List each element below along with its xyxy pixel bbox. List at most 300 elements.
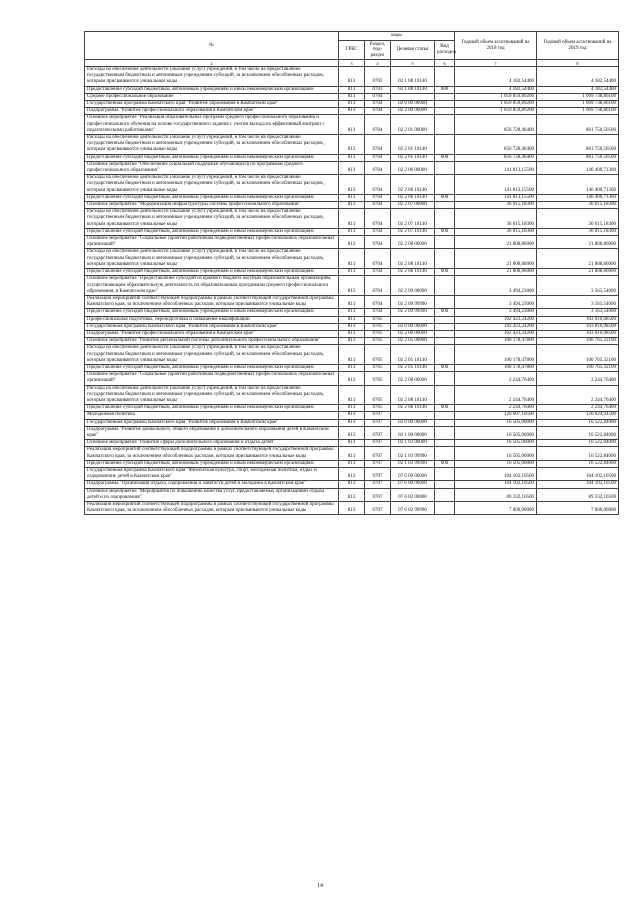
row-vid: [435, 202, 455, 209]
row-grbs: 813: [339, 460, 365, 467]
row-grbs: 813: [339, 101, 365, 108]
row-grbs: 813: [339, 372, 365, 385]
row-target: 02 2 05 00000: [391, 338, 435, 345]
budget-table: [84, 31, 619, 515]
row-2018: 2 244,76400: [455, 385, 537, 405]
table-row: [85, 249, 619, 269]
row-2019: 861 750,50500: [537, 135, 619, 155]
row-name: Реализация мероприятий соответствующей подпрограммы в рамках соответствующей государственной программы Камчатского края, за исключением обособленных расходов, которым присваиваются уникальные коды: [85, 502, 339, 515]
row-name: Государственная программа Камчатского края "Развитие образования в Камчатском крае": [85, 419, 339, 426]
row-target: 02 1 08 10140: [391, 67, 435, 87]
row-2018: 16 505,00000: [455, 447, 537, 460]
row-name: Предоставление субсидий бюджетным, автономным учреждениям и иным некоммерческим организациям: [85, 460, 339, 467]
header-2018: Годовой объем ассигнований на 2018 год: [455, 32, 537, 60]
row-2018: 16 505,00000: [455, 426, 537, 439]
row-grbs: 813: [339, 330, 365, 337]
row-target: [391, 412, 435, 419]
row-vid: [435, 447, 455, 460]
row-section: 0707: [365, 440, 391, 447]
row-2019: 103 010,08500: [537, 330, 619, 337]
row-2018: 141 813,15500: [455, 175, 537, 195]
row-2018: 102 423,24200: [455, 316, 537, 323]
row-2019: 3 563,54000: [537, 276, 619, 296]
table-row: [85, 209, 619, 229]
row-target: 02 2 01 00000: [391, 115, 435, 135]
row-2019: 16 522,84000: [537, 426, 619, 439]
table-row: [85, 115, 619, 135]
row-target: 02 2 08 10140: [391, 405, 435, 412]
row-vid: [435, 502, 455, 515]
table-row: [85, 276, 619, 296]
row-grbs: 813: [339, 295, 365, 308]
table-row: [85, 309, 619, 316]
row-grbs: 813: [339, 108, 365, 115]
row-grbs: 813: [339, 323, 365, 330]
row-section: 0704: [365, 202, 391, 209]
row-2018: 100 178,47800: [455, 364, 537, 371]
row-grbs: 813: [339, 364, 365, 371]
row-grbs: 813: [339, 338, 365, 345]
row-2018: 856 728,46400: [455, 135, 537, 155]
row-vid: [435, 67, 455, 87]
row-grbs: 813: [339, 481, 365, 488]
col-index-5: 5: [391, 60, 435, 67]
row-2018: 2 244,76400: [455, 372, 537, 385]
row-section: 0707: [365, 460, 391, 467]
row-target: 02 2 00 00000: [391, 330, 435, 337]
row-name: Основное мероприятие "Мероприятия по повышению качества услуг, предоставляемых организациями отдыха детей и их оздоровления": [85, 488, 339, 501]
row-2018: 2 244,76400: [455, 405, 537, 412]
col-index-8: 8: [537, 60, 619, 67]
row-name: Предоставление субсидий бюджетным, автономным учреждениям и иным некоммерческим организациям: [85, 228, 339, 235]
row-2019: 2 244,76400: [537, 405, 619, 412]
row-vid: [435, 316, 455, 323]
table-row: [85, 345, 619, 365]
row-section: 0703: [365, 67, 391, 87]
row-target: 02 2 08 00000: [391, 236, 435, 249]
row-vid: 600: [435, 460, 455, 467]
row-2019: 861 750,50500: [537, 154, 619, 161]
row-section: 0705: [365, 372, 391, 385]
table-row: [85, 419, 619, 426]
row-2019: 1 069 738,86100: [537, 93, 619, 100]
row-target: 02 2 07 10140: [391, 209, 435, 229]
row-grbs: 813: [339, 86, 365, 93]
row-target: 02 2 01 10140: [391, 154, 435, 161]
row-name: Реализация мероприятий соответствующей подпрограммы в рамках соответствующей государственной программы Камчатского края, за исключением обособленных расходов, которым присваиваются уникальные коды: [85, 447, 339, 460]
table-row: [85, 323, 619, 330]
row-target: 02 2 06 00000: [391, 161, 435, 174]
row-2019: 146 400,71300: [537, 175, 619, 195]
row-section: 0705: [365, 405, 391, 412]
row-2019: 120 624,94500: [537, 412, 619, 419]
table-row: [85, 488, 619, 501]
header-target: Целевая статья: [391, 41, 435, 60]
row-name: Расходы на обеспечение деятельности (оказание услуг) учреждений, в том числе на предоставление государственным бюджетным и автономным учреждениям субсидий, за исключением обособленных расходов, которым присваиваются уникальные коды: [85, 345, 339, 365]
row-2018: 4 182,54400: [455, 86, 537, 93]
table-row: [85, 228, 619, 235]
row-2019: 100 765,32100: [537, 338, 619, 345]
table-row: [85, 236, 619, 249]
row-section: 0704: [365, 101, 391, 108]
row-section: 0704: [365, 276, 391, 296]
table-row: [85, 67, 619, 87]
row-vid: [435, 385, 455, 405]
row-vid: 600: [435, 154, 455, 161]
col-index-4: 4: [365, 60, 391, 67]
row-name: Расходы на обеспечение деятельности (оказание услуг) учреждений, в том числе на предоставление государственным бюджетным и автономным учреждениям субсидий, за исключением обособленных расходов, которым присваиваются уникальные коды: [85, 209, 339, 229]
row-name: Основное мероприятие "Обеспечение социальной поддержки обучающихся по программам среднего профессионального образования": [85, 161, 339, 174]
row-section: 0704: [365, 209, 391, 229]
row-vid: [435, 115, 455, 135]
header-section: Раздел, под-раздел: [365, 41, 391, 60]
row-2018: 141 813,15500: [455, 194, 537, 201]
row-target: 02 2 08 00000: [391, 372, 435, 385]
row-vid: [435, 419, 455, 426]
header-vid: Вид расходов: [435, 41, 455, 60]
row-section: 0707: [365, 426, 391, 439]
row-2019: 100 765,32100: [537, 364, 619, 371]
table-row: [85, 330, 619, 337]
row-name: Расходы на обеспечение деятельности (оказание услуг) учреждений, в том числе на предоставление государственным бюджетным и автономным учреждениям субсидий, за исключением обособленных расходов, которым присваиваются уникальные коды: [85, 135, 339, 155]
row-section: 0705: [365, 323, 391, 330]
row-target: 02 2 07 10140: [391, 228, 435, 235]
row-section: 0707: [365, 488, 391, 501]
row-grbs: 813: [339, 345, 365, 365]
row-vid: [435, 412, 455, 419]
row-2018: 21 808,86000: [455, 269, 537, 276]
row-2018: 3 494,23000: [455, 295, 537, 308]
row-2018: 1 059 859,89200: [455, 101, 537, 108]
row-2019: 16 522,84000: [537, 460, 619, 467]
row-vid: 600: [435, 194, 455, 201]
row-2018: 856 728,46400: [455, 154, 537, 161]
row-target: 07 6 00 00000: [391, 481, 435, 488]
col-index-3: 3: [339, 60, 365, 67]
row-section: 0705: [365, 338, 391, 345]
row-grbs: 813: [339, 202, 365, 209]
row-vid: [435, 338, 455, 345]
table-row: [85, 502, 619, 515]
row-target: 02 2 05 10140: [391, 364, 435, 371]
row-name: Основное мероприятие "Реализация образовательных программ среднего профессионального образования и профессионального обучения на основе государственного задания с учетом выхода на эффективный контракт с педагогическими работниками": [85, 115, 339, 135]
row-grbs: 813: [339, 115, 365, 135]
row-target: 02 2 08 10140: [391, 385, 435, 405]
col-index-7: 7: [455, 60, 537, 67]
row-grbs: 813: [339, 447, 365, 460]
page-number: 14: [317, 883, 323, 889]
row-name: Государственная программа Камчатского края "Физическая культура, спорт, молодежная политика, отдых и оздоровление детей в Камчатском крае": [85, 467, 339, 480]
row-2018: 102 423,24200: [455, 323, 537, 330]
row-section: 0704: [365, 108, 391, 115]
row-target: 02 0 00 00000: [391, 101, 435, 108]
row-2019: 1 069 738,86100: [537, 101, 619, 108]
table-row: [85, 412, 619, 419]
table-row: [85, 135, 619, 155]
row-2019: 16 522,84000: [537, 419, 619, 426]
row-name: Государственная программа Камчатского края "Развитие образования в Камчатском крае": [85, 101, 339, 108]
budget-page: [84, 31, 618, 515]
row-target: 02 0 00 00000: [391, 419, 435, 426]
row-name: Расходы на обеспечение деятельности (оказание услуг) учреждений, в том числе на предоставление государственным бюджетным и автономным учреждениям субсидий, за исключением обособленных расходов, которым присваиваются уникальные коды: [85, 249, 339, 269]
row-2019: 4 182,54400: [537, 67, 619, 87]
row-2019: 2 244,76400: [537, 372, 619, 385]
row-vid: [435, 467, 455, 480]
row-target: 02 2 00 00000: [391, 108, 435, 115]
row-grbs: 813: [339, 135, 365, 155]
row-grbs: 813: [339, 467, 365, 480]
row-2018: 104 102,10500: [455, 467, 537, 480]
row-2019: 104 102,10500: [537, 467, 619, 480]
row-2019: 100 765,32100: [537, 345, 619, 365]
row-section: 0704: [365, 115, 391, 135]
row-vid: [435, 93, 455, 100]
row-grbs: 813: [339, 502, 365, 515]
row-grbs: 813: [339, 175, 365, 195]
row-2019: 21 808,86000: [537, 249, 619, 269]
row-name: Основное мероприятие "Развитие сферы дополнительного образования и отдыха детей": [85, 440, 339, 447]
row-vid: [435, 488, 455, 501]
table-body: [85, 67, 619, 515]
row-vid: [435, 440, 455, 447]
table-row: [85, 194, 619, 201]
row-section: 0704: [365, 236, 391, 249]
row-2018: 3 494,23000: [455, 276, 537, 296]
row-2018: 141 813,15500: [455, 161, 537, 174]
row-2018: 21 808,86000: [455, 249, 537, 269]
row-target: 02 2 06 10140: [391, 194, 435, 201]
row-2018: 89 332,10500: [455, 488, 537, 501]
row-section: 0704: [365, 135, 391, 155]
row-vid: [435, 249, 455, 269]
col-index-6: 6: [435, 60, 455, 67]
row-section: 0703: [365, 86, 391, 93]
row-2019: 21 808,86000: [537, 269, 619, 276]
row-vid: [435, 481, 455, 488]
row-name: Подпрограмма "Развитие дошкольного, общего образования и дополнительного образования детей в Камчатском крае": [85, 426, 339, 439]
row-name: Среднее профессиональное образование: [85, 93, 339, 100]
header-2019: Годовой объем ассигнований на 2019 год: [537, 32, 619, 60]
row-grbs: 813: [339, 405, 365, 412]
row-target: [391, 93, 435, 100]
row-grbs: 813: [339, 269, 365, 276]
table-row: [85, 86, 619, 93]
table-row: [85, 372, 619, 385]
row-section: 0704: [365, 154, 391, 161]
row-2019: 1 069 738,86100: [537, 108, 619, 115]
row-section: 0707: [365, 419, 391, 426]
row-target: 02 2 05 10140: [391, 345, 435, 365]
row-grbs: 813: [339, 412, 365, 419]
row-grbs: 813: [339, 154, 365, 161]
row-2018: 7 000,00000: [455, 502, 537, 515]
row-2018: 1 059 859,89200: [455, 93, 537, 100]
row-section: 0704: [365, 295, 391, 308]
row-2019: 36 015,18300: [537, 209, 619, 229]
table-row: [85, 467, 619, 480]
row-name: Молодежная политика: [85, 412, 339, 419]
row-target: 02 1 03 99990: [391, 447, 435, 460]
row-target: 02 1 03 99990: [391, 460, 435, 467]
row-name: Основное мероприятие "Предоставление субсидий из краевого бюджета частным образовательным организациям, осуществляющим образовательную деятельность по образовательным программам среднего профессионального образования, в Камчатском крае": [85, 276, 339, 296]
row-target: 02 2 07 00000: [391, 202, 435, 209]
table-row: [85, 269, 619, 276]
row-target: 07 6 02 99990: [391, 502, 435, 515]
table-row: [85, 460, 619, 467]
row-vid: [435, 330, 455, 337]
row-name: Реализация мероприятий соответствующей подпрограммы в рамках соответствующей государственной программы Камчатского края, за исключением обособленных расходов, которым присваиваются уникальные коды: [85, 295, 339, 308]
row-target: 02 2 06 10140: [391, 175, 435, 195]
table-row: [85, 440, 619, 447]
row-section: 0705: [365, 316, 391, 323]
row-section: 0707: [365, 412, 391, 419]
row-vid: 600: [435, 309, 455, 316]
row-name: Основное мероприятие "Социальные гарантии работникам подведомственных профессиональных образовательных организаций": [85, 236, 339, 249]
row-name: Государственная программа Камчатского края "Развитие образования в Камчатском крае": [85, 323, 339, 330]
row-name: Основное мероприятие "Модернизация инфраструктуры системы профессионального образования": [85, 202, 339, 209]
table-row: [85, 108, 619, 115]
row-2019: 3 563,54000: [537, 309, 619, 316]
row-section: 0707: [365, 447, 391, 460]
row-2018: 21 808,86000: [455, 236, 537, 249]
row-target: 02 2 08 10140: [391, 249, 435, 269]
row-name: Профессиональная подготовка, переподготовка и повышение квалификации: [85, 316, 339, 323]
row-grbs: 813: [339, 419, 365, 426]
row-section: 0704: [365, 175, 391, 195]
header-num: №: [85, 32, 339, 60]
row-name: Предоставление субсидий бюджетным, автономным учреждениям и иным некоммерческим организациям: [85, 269, 339, 276]
row-2019: 146 400,71300: [537, 194, 619, 201]
row-2019: 2 244,76400: [537, 385, 619, 405]
row-grbs: 813: [339, 309, 365, 316]
row-name: Основное мероприятие "Развитие региональной системы дополнительного профессионального образования": [85, 338, 339, 345]
row-2018: 36 015,18300: [455, 209, 537, 229]
row-section: 0705: [365, 345, 391, 365]
table-row: [85, 93, 619, 100]
row-name: Предоставление субсидий бюджетным, автономным учреждениям и иным некоммерческим организациям: [85, 194, 339, 201]
table-row: [85, 405, 619, 412]
row-name: Расходы на обеспечение деятельности (оказание услуг) учреждений, в том числе на предоставление государственным бюджетным и автономным учреждениям субсидий, за исключением обособленных расходов, которым присваиваются уникальные коды: [85, 175, 339, 195]
row-2018: 16 505,00000: [455, 440, 537, 447]
row-vid: 600: [435, 86, 455, 93]
row-2018: 100 178,47800: [455, 338, 537, 345]
row-target: 02 2 09 99990: [391, 309, 435, 316]
row-2018: 1 059 859,89200: [455, 108, 537, 115]
row-2019: 89 332,10500: [537, 488, 619, 501]
row-section: 0704: [365, 161, 391, 174]
row-2018: 16 505,00000: [455, 419, 537, 426]
row-target: 02 2 09 00000: [391, 276, 435, 296]
table-row: [85, 338, 619, 345]
table-row: [85, 175, 619, 195]
table-row: [85, 426, 619, 439]
row-2018: 4 182,54400: [455, 67, 537, 87]
row-vid: [435, 295, 455, 308]
row-vid: [435, 276, 455, 296]
row-name: Предоставление субсидий бюджетным, автономным учреждениям и иным некоммерческим организациям: [85, 86, 339, 93]
row-2019: 36 015,18300: [537, 228, 619, 235]
row-grbs: 813: [339, 228, 365, 235]
table-row: [85, 154, 619, 161]
row-2019: 103 010,08500: [537, 323, 619, 330]
row-name: Предоставление субсидий бюджетным, автономным учреждениям и иным некоммерческим организациям: [85, 364, 339, 371]
row-2019: 36 015,18300: [537, 202, 619, 209]
row-vid: [435, 101, 455, 108]
row-2018: 120 607,10500: [455, 412, 537, 419]
row-vid: [435, 236, 455, 249]
row-vid: 600: [435, 228, 455, 235]
row-name: Основное мероприятие "Социальные гарантии работникам подведомственных профессиональных образовательных организаций": [85, 372, 339, 385]
row-section: 0707: [365, 502, 391, 515]
table-row: [85, 295, 619, 308]
row-2018: 104 102,10500: [455, 481, 537, 488]
row-2018: 3 494,23000: [455, 309, 537, 316]
table-row: [85, 316, 619, 323]
row-target: 02 0 00 00000: [391, 323, 435, 330]
row-target: 02 1 08 10140: [391, 86, 435, 93]
row-grbs: 813: [339, 488, 365, 501]
row-vid: [435, 372, 455, 385]
row-section: 0704: [365, 93, 391, 100]
row-grbs: 813: [339, 236, 365, 249]
table-row: [85, 101, 619, 108]
row-vid: [435, 209, 455, 229]
row-2019: 103 010,08500: [537, 316, 619, 323]
row-vid: 600: [435, 364, 455, 371]
row-section: 0707: [365, 467, 391, 480]
row-vid: [435, 135, 455, 155]
table-row: [85, 385, 619, 405]
row-section: 0705: [365, 330, 391, 337]
row-section: 0704: [365, 249, 391, 269]
row-vid: 600: [435, 269, 455, 276]
row-section: 0704: [365, 309, 391, 316]
row-2018: 36 015,18300: [455, 202, 537, 209]
row-vid: [435, 426, 455, 439]
table-row: [85, 202, 619, 209]
row-2018: 100 178,47800: [455, 345, 537, 365]
col-index-1: 2: [85, 60, 339, 67]
row-2019: 3 563,54000: [537, 295, 619, 308]
row-2019: 104 102,10500: [537, 481, 619, 488]
row-vid: [435, 161, 455, 174]
row-grbs: 813: [339, 67, 365, 87]
row-name: Предоставление субсидий бюджетным, автономным учреждениям и иным некоммерческим организациям: [85, 154, 339, 161]
row-section: 0705: [365, 364, 391, 371]
row-grbs: 813: [339, 194, 365, 201]
row-2018: 36 015,18300: [455, 228, 537, 235]
row-target: 07 6 02 00000: [391, 488, 435, 501]
table-row: [85, 481, 619, 488]
header-grbs: ГРБС: [339, 41, 365, 60]
table-row: [85, 447, 619, 460]
row-grbs: 813: [339, 249, 365, 269]
row-name: Расходы на обеспечение деятельности (оказание услуг) учреждений, в том числе на предоставление государственным бюджетным и автономным учреждениям субсидий, за исключением обособленных расходов, которым присваиваются уникальные коды: [85, 385, 339, 405]
row-2019: 21 808,86000: [537, 236, 619, 249]
row-vid: [435, 108, 455, 115]
row-grbs: 813: [339, 316, 365, 323]
row-vid: [435, 175, 455, 195]
row-2019: 861 750,50500: [537, 115, 619, 135]
row-name: Предоставление субсидий бюджетным, автономным учреждениям и иным некоммерческим организациям: [85, 309, 339, 316]
row-grbs: 813: [339, 161, 365, 174]
row-vid: [435, 345, 455, 365]
row-2018: 102 423,24200: [455, 330, 537, 337]
row-2019: 146 400,71300: [537, 161, 619, 174]
row-grbs: 813: [339, 440, 365, 447]
row-2018: 856 728,46400: [455, 115, 537, 135]
row-section: 0705: [365, 385, 391, 405]
